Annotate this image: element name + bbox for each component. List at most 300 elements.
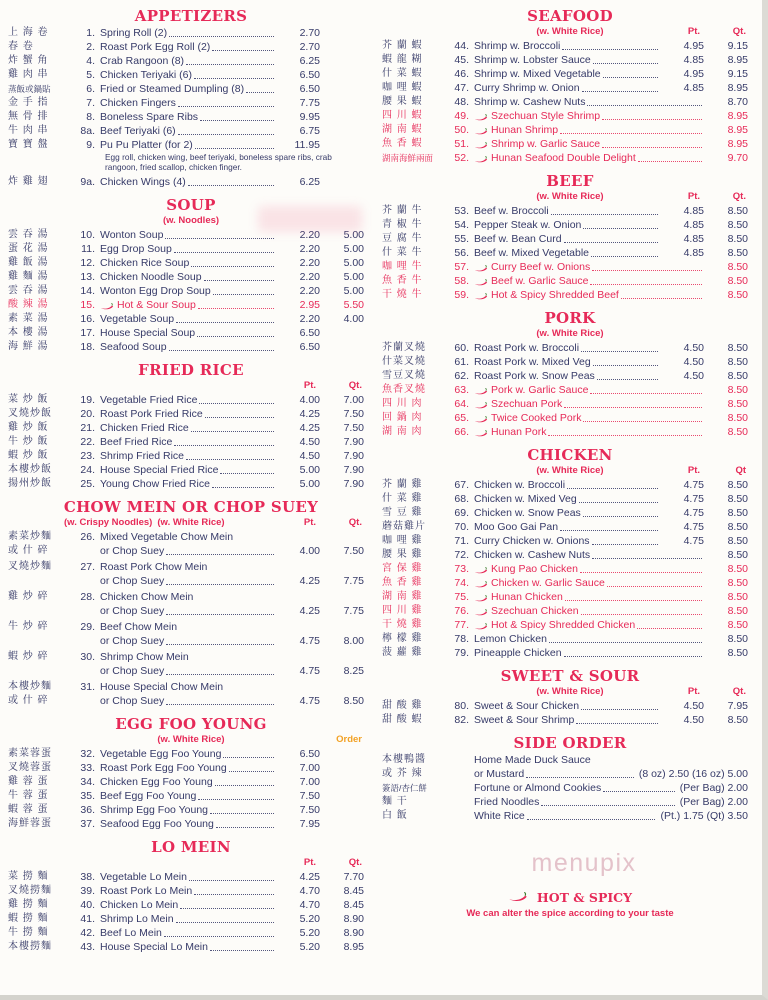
item-price-qt: 8.50 (727, 507, 748, 519)
section-title: EGG FOO YOUNG (115, 715, 267, 733)
dot-leader (229, 771, 274, 772)
item-name: Chicken Noodle Soup (100, 271, 202, 283)
item-name: Shrimp Chow Mein (100, 651, 189, 663)
item-name: Szechuan Pork (491, 398, 563, 410)
section-chicken (382, 447, 758, 660)
item-name: Hot & Sour Soup (117, 299, 196, 311)
item-name: Seafood Soup (100, 341, 167, 353)
item-price-pt: 6.25 (299, 176, 320, 188)
item-number: 12. (80, 257, 95, 269)
item-name: Wonton Soup (100, 229, 164, 241)
quart-column-header: Qt. (348, 380, 362, 391)
item-name: Chicken Chow Mein (100, 591, 194, 603)
chinese-name: 檸 檬 雞 (382, 633, 423, 644)
quart-column-header: Qt. (348, 857, 362, 868)
item-number: 20. (80, 408, 95, 420)
menu-item (382, 218, 758, 232)
item-name: Pu Pu Platter (for 2) (100, 139, 193, 151)
item-name: Roast Pork w. Mixed Veg (474, 356, 591, 368)
menu-item (8, 256, 374, 270)
section-title: CHICKEN (527, 446, 613, 464)
menu-item (382, 123, 758, 137)
menu-item (8, 477, 374, 491)
item-price-qt: 8.50 (727, 619, 748, 631)
item-price-qt: 8.50 (727, 356, 748, 368)
item-price-pt: 4.25 (299, 871, 320, 883)
chinese-name: 蝦 炒 碎 (8, 651, 49, 662)
dot-leader (591, 256, 658, 257)
chinese-name: 雞 肉 串 (8, 69, 49, 80)
item-name: House Special Lo Mein (100, 941, 208, 953)
dot-leader (215, 785, 274, 786)
item-price-qt: 8.90 (343, 927, 364, 939)
item-name: Hunan Chicken (491, 591, 563, 603)
item-price-pt: 4.50 (299, 450, 320, 462)
dot-leader (220, 473, 274, 474)
item-price-pt: 6.75 (299, 125, 320, 137)
item-number: 75. (454, 591, 469, 603)
section-side-order (382, 735, 758, 823)
item-name: Shrimp Egg Foo Young (100, 804, 208, 816)
item-name: Chicken Teriyaki (6) (100, 69, 193, 81)
dot-leader (210, 813, 274, 814)
item-name: Shrimp w. Lobster Sauce (474, 54, 591, 66)
dot-leader (579, 502, 658, 503)
dot-leader (592, 544, 658, 545)
item-number: 8a. (80, 125, 95, 137)
section-meta (8, 857, 374, 870)
item-number: 21. (80, 422, 95, 434)
section-meta (8, 215, 374, 228)
dot-leader (176, 322, 274, 323)
item-name: Pineapple Chicken (474, 647, 562, 659)
item-price-pt: 6.50 (299, 69, 320, 81)
quart-column-header: Qt. (732, 26, 746, 37)
item-name: Hot & Spicy Shredded Beef (491, 289, 619, 301)
item-number: 2. (86, 41, 95, 53)
pint-column-header: Pt. (303, 380, 316, 391)
item-price-pt: 4.70 (299, 899, 320, 911)
dot-leader (581, 351, 658, 352)
section-note: (w. White Rice) (536, 26, 604, 37)
menu-item (8, 530, 374, 558)
chinese-name: 本樓炒麵 (8, 681, 52, 692)
right-column (382, 6, 758, 995)
chili-icon (100, 303, 114, 310)
menu-item (8, 463, 374, 477)
item-number: 5. (86, 69, 95, 81)
item-price-pt: 5.00 (299, 478, 320, 490)
item-name: Fortune or Almond Cookies (474, 782, 602, 794)
item-price-pt: 2.20 (299, 243, 320, 255)
item-number: 14. (80, 285, 95, 297)
chinese-name: 或 什 碎 (8, 695, 49, 706)
section-meta (382, 328, 758, 341)
item-price-pt: 6.50 (299, 748, 320, 760)
item-price-qt: 8.50 (727, 647, 748, 659)
item-number: 62. (454, 370, 469, 382)
item-price-qt: 8.50 (727, 426, 748, 438)
chinese-name: 素菜蓉蛋 (8, 748, 52, 759)
menu-item (8, 270, 374, 284)
menu-item (8, 110, 374, 124)
menu-item (382, 576, 758, 590)
item-price-qt: 8.50 (727, 714, 748, 726)
item-price-pt: 4.75 (299, 635, 320, 647)
dot-leader (581, 709, 658, 710)
chili-icon (474, 623, 488, 630)
item-price-pt: 2.95 (299, 299, 320, 311)
section-title: FRIED RICE (138, 361, 244, 379)
item-price-pt: 4.00 (299, 394, 320, 406)
chinese-name: 蝦 龍 糊 (382, 54, 423, 65)
item-price-pt: 4.25 (299, 408, 320, 420)
item-price-pt: 4.85 (683, 205, 704, 217)
item-price-qt: 8.50 (727, 521, 748, 533)
menu-item (382, 632, 758, 646)
item-number: 41. (80, 913, 95, 925)
item-number: 27. (80, 561, 95, 573)
dot-leader (166, 644, 274, 645)
item-price-pt: 9.95 (299, 111, 320, 123)
item-price-qt: 8.45 (343, 899, 364, 911)
menu-item (382, 753, 758, 767)
dot-leader (169, 350, 274, 351)
item-price-pt: 4.70 (299, 885, 320, 897)
item-number: 42. (80, 927, 95, 939)
dot-leader (597, 379, 658, 380)
chinese-name: 炸 蟹 角 (8, 55, 49, 66)
item-number: 9. (86, 139, 95, 151)
item-number: 19. (80, 394, 95, 406)
item-name: House Special Fried Rice (100, 464, 219, 476)
chili-icon (474, 114, 488, 121)
item-price-pt: 4.75 (299, 695, 320, 707)
item-name-2: or Chop Suey (100, 695, 165, 707)
item-price-qt: 8.50 (727, 342, 748, 354)
item-price-pt: 4.85 (683, 82, 704, 94)
item-name: Chicken w. Broccoli (474, 479, 566, 491)
item-price-qt: 8.50 (727, 205, 748, 217)
item-number: 16. (80, 313, 95, 325)
section-title: CHOW MEIN OR CHOP SUEY (63, 498, 319, 516)
item-price-qt: 8.50 (727, 219, 748, 231)
item-number: 1. (86, 27, 95, 39)
chinese-name: 白 飯 (382, 810, 408, 821)
chinese-name: 海 鮮 湯 (8, 341, 49, 352)
item-number: 71. (454, 535, 469, 547)
item-price: (Per Bag) 2.00 (679, 782, 748, 794)
item-number: 13. (80, 271, 95, 283)
menu-item (382, 506, 758, 520)
item-number: 68. (454, 493, 469, 505)
item-price-pt: 4.25 (299, 422, 320, 434)
menu-item (382, 534, 758, 548)
section-pork (382, 310, 758, 439)
dot-leader (526, 777, 634, 778)
item-price-pt: 4.75 (299, 665, 320, 677)
item-number: 77. (454, 619, 469, 631)
item-number: 29. (80, 621, 95, 633)
chili-icon (474, 156, 488, 163)
item-number: 31. (80, 681, 95, 693)
chinese-name: 什 菜 蝦 (382, 68, 423, 79)
dot-leader (166, 704, 274, 705)
section-title: BEEF (546, 172, 594, 190)
item-price-qt: 5.00 (343, 243, 364, 255)
chinese-name: 咖 哩 蝦 (382, 82, 423, 93)
chinese-name: 或 芥 辣 (382, 768, 423, 779)
section-lo-mein (8, 839, 374, 954)
item-name: Curry Shrimp w. Onion (474, 82, 580, 94)
item-price-qt: 8.70 (727, 96, 748, 108)
item-name: Pork w. Garlic Sauce (491, 384, 589, 396)
item-number: 63. (454, 384, 469, 396)
section-note: (w. White Rice) (157, 517, 225, 528)
menu-item (382, 425, 758, 439)
item-price-qt: 9.15 (727, 68, 748, 80)
dot-leader (166, 614, 274, 615)
item-number: 7. (86, 97, 95, 109)
item-price-qt: 8.50 (727, 398, 748, 410)
item-price-qt: 8.00 (343, 635, 364, 647)
menu-item (8, 407, 374, 421)
chinese-name: 雞 飯 湯 (8, 257, 49, 268)
dot-leader (583, 228, 658, 229)
dot-leader (204, 280, 274, 281)
chinese-name: 蘑菇雞片 (382, 521, 426, 532)
menu-item (8, 26, 374, 40)
item-name: Chicken Egg Foo Young (100, 776, 213, 788)
item-price-qt: 8.25 (343, 665, 364, 677)
section-appetizers (8, 8, 374, 189)
section-note: (w. White Rice) (536, 686, 604, 697)
menu-item (382, 411, 758, 425)
section-title: SWEET & SOUR (500, 667, 640, 685)
dot-leader (592, 558, 702, 559)
dot-leader (189, 880, 274, 881)
item-price-pt: 7.95 (299, 818, 320, 830)
item-name: Chicken w. Mixed Veg (474, 493, 577, 505)
chinese-name: 本樓鴨醬 (382, 754, 426, 765)
chili-icon (474, 279, 488, 286)
item-name: Beef Chow Mein (100, 621, 178, 633)
item-number: 24. (80, 464, 95, 476)
chinese-name: 上 海 卷 (8, 27, 49, 38)
menu-item (382, 232, 758, 246)
menu-item (8, 326, 374, 340)
menu-item (382, 67, 758, 81)
chinese-name: 咖 哩 牛 (382, 261, 423, 272)
menu-item (382, 383, 758, 397)
item-name: Hot & Spicy Shredded Chicken (491, 619, 636, 631)
item-price-qt: 7.90 (343, 464, 364, 476)
menu-item (8, 435, 374, 449)
item-name: Chicken Fried Rice (100, 422, 189, 434)
chili-icon (474, 265, 488, 272)
dot-leader (200, 120, 274, 121)
dot-leader (593, 63, 658, 64)
dot-leader (169, 36, 274, 37)
item-name: Twice Cooked Pork (491, 412, 582, 424)
item-price-pt: 2.70 (299, 27, 320, 39)
chinese-name: 叉燒撈麵 (8, 885, 52, 896)
dot-leader (562, 49, 658, 50)
section-meta (8, 734, 374, 747)
item-name: Fried Noodles (474, 796, 540, 808)
menu-item (8, 228, 374, 242)
chili-icon (508, 892, 528, 902)
chinese-name: 魚 香 蝦 (382, 138, 423, 149)
chili-icon (474, 416, 488, 423)
menu-item (8, 242, 374, 256)
item-price-pt: 4.50 (683, 370, 704, 382)
item-number: 25. (80, 478, 95, 490)
item-number: 23. (80, 450, 95, 462)
item-price-qt: 7.90 (343, 478, 364, 490)
item-price-qt: 8.50 (727, 549, 748, 561)
item-price-pt: 4.25 (299, 575, 320, 587)
section-title: PORK (544, 309, 596, 327)
menu-item (8, 82, 374, 96)
dot-leader (216, 827, 274, 828)
menu-item (382, 109, 758, 123)
chinese-name: 牛 撈 麵 (8, 927, 49, 938)
menu-item (8, 298, 374, 312)
menu-item (8, 175, 374, 189)
item-number: 4. (86, 55, 95, 67)
chinese-name: 什菜叉燒 (382, 356, 426, 367)
item-price-pt: 5.20 (299, 927, 320, 939)
item-number: 53. (454, 205, 469, 217)
item-price-pt: 4.50 (683, 700, 704, 712)
chinese-name: 雪豆叉燒 (382, 370, 426, 381)
item-price-qt: 7.50 (343, 422, 364, 434)
chinese-name: 腰 果 蝦 (382, 96, 423, 107)
menu-item (8, 68, 374, 82)
item-price-qt: 9.70 (727, 152, 748, 164)
item-name: Curry Chicken w. Onions (474, 535, 590, 547)
item-price-pt: 5.20 (299, 941, 320, 953)
item-name: Boneless Spare Ribs (100, 111, 199, 123)
item-price-pt: 2.70 (299, 41, 320, 53)
section-egg-foo-young (8, 716, 374, 831)
chinese-name: 寶 寶 盤 (8, 139, 49, 150)
chinese-name: 湖 南 蝦 (382, 124, 423, 135)
chili-icon (474, 402, 488, 409)
menu-item (8, 789, 374, 803)
dot-leader (198, 799, 274, 800)
section-seafood (382, 8, 758, 165)
dot-leader (527, 819, 656, 820)
dot-leader (180, 908, 274, 909)
item-price-qt: 8.50 (727, 633, 748, 645)
quart-column-header: Qt. (732, 686, 746, 697)
item-price-qt: 8.50 (727, 233, 748, 245)
menu-item (8, 449, 374, 463)
item-price-qt: 8.90 (343, 913, 364, 925)
item-number: 48. (454, 96, 469, 108)
chinese-name: 金 手 指 (8, 97, 49, 108)
item-name: Szechuan Chicken (491, 605, 579, 617)
menu-item (382, 492, 758, 506)
item-number: 82. (454, 714, 469, 726)
chinese-name: 菠 蘿 雞 (382, 647, 423, 658)
item-name: Shrimp w. Garlic Sauce (491, 138, 601, 150)
dot-leader (186, 459, 274, 460)
menu-item (382, 81, 758, 95)
dot-leader (205, 417, 274, 418)
menu-item (382, 699, 758, 713)
chinese-name: 春 卷 (8, 41, 34, 52)
chili-icon (474, 595, 488, 602)
item-price-qt: 8.50 (727, 289, 748, 301)
chinese-name: 菜 撈 麵 (8, 871, 49, 882)
item-name: Hunan Seafood Double Delight (491, 152, 636, 164)
dot-leader (564, 242, 658, 243)
item-price-qt: 7.75 (343, 605, 364, 617)
item-name: Beef w. Mixed Vegetable (474, 247, 589, 259)
item-number: 47. (454, 82, 469, 94)
item-price-pt: 4.95 (683, 68, 704, 80)
item-name-2: or Chop Suey (100, 665, 165, 677)
dot-leader (607, 586, 702, 587)
item-name: Egg Drop Soup (100, 243, 172, 255)
item-name: Curry Beef w. Onions (491, 261, 591, 273)
chili-icon (474, 567, 488, 574)
chinese-name: 素 菜 湯 (8, 313, 49, 324)
item-number: 64. (454, 398, 469, 410)
item-price-pt: 4.85 (683, 219, 704, 231)
item-price-pt: 5.20 (299, 913, 320, 925)
item-number: 61. (454, 356, 469, 368)
menupix-watermark: menupix (531, 849, 637, 877)
item-price-pt: 4.85 (683, 247, 704, 259)
item-name-2: or Chop Suey (100, 635, 165, 647)
menu-item (8, 761, 374, 775)
item-name: White Rice (474, 810, 525, 822)
item-name: Shrimp Lo Mein (100, 913, 174, 925)
item-price-qt: 8.95 (343, 941, 364, 953)
chinese-name: 無 骨 排 (8, 111, 49, 122)
item-price-pt: 4.50 (683, 342, 704, 354)
item-price-qt: 8.50 (727, 591, 748, 603)
dot-leader (564, 656, 702, 657)
chinese-name: 叉燒炒飯 (8, 408, 52, 419)
item-name: Beef Fried Rice (100, 436, 173, 448)
chinese-name: 青 椒 牛 (382, 219, 423, 230)
chinese-name: 牛 蓉 蛋 (8, 790, 49, 801)
item-price-qt: 8.50 (727, 535, 748, 547)
chinese-name: 芥 蘭 雞 (382, 479, 423, 490)
chinese-name: 本樓撈麵 (8, 941, 52, 952)
chinese-name: 腰 果 雞 (382, 549, 423, 560)
dot-leader (593, 365, 658, 366)
item-price-pt: 2.20 (299, 313, 320, 325)
dot-leader (581, 614, 702, 615)
item-name: Shrimp w. Broccoli (474, 40, 561, 52)
menu-item (382, 355, 758, 369)
menu-item (382, 151, 758, 165)
chinese-name: 魚 香 牛 (382, 275, 423, 286)
dot-leader (178, 134, 274, 135)
chinese-name: 海鮮蓉蛋 (8, 818, 52, 829)
item-number: 15. (80, 299, 95, 311)
item-name: Wonton Egg Drop Soup (100, 285, 211, 297)
menu-item (8, 124, 374, 138)
item-name: Lemon Chicken (474, 633, 547, 645)
item-name: Chicken Lo Mein (100, 899, 179, 911)
